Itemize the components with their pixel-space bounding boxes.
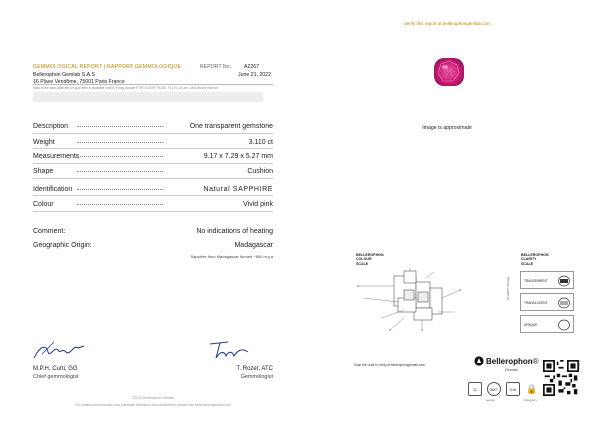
brand-sub: Gemlab: [505, 368, 518, 372]
registered-mark: ®: [532, 356, 539, 366]
signature-curti: [32, 340, 92, 362]
detail-label: Shape: [33, 168, 54, 175]
signatory-name: T. Rozet, ATC: [236, 366, 273, 372]
icon-caption: hologram: [524, 398, 537, 402]
detail-value: One transparent gemstone: [189, 123, 273, 130]
report-title: GEMMOLOGICAL REPORT | RAPPORT GEMMOLOGIQUE: [33, 64, 182, 70]
detail-value: Cushion: [247, 168, 273, 175]
row-divider: [33, 133, 273, 134]
row-divider: [33, 163, 273, 164]
gem-transparent-icon: [557, 275, 571, 287]
leader-dots: [77, 142, 163, 143]
image-note: Image is approximate: [422, 125, 472, 131]
disclaimer: For additional information and important limitations and disclaimers, please see bellerophongemlab.com: [75, 403, 231, 407]
clarity-level-translucent: [520, 293, 574, 311]
lock-secure-icon: 🔒: [526, 383, 538, 394]
detail-label: Description: [33, 123, 69, 130]
leader-dots: [77, 171, 163, 172]
brand-name: Bellerophon: [486, 356, 533, 366]
gem-translucent-icon: [557, 297, 571, 309]
scale-title-line: BELLEROPHON: [356, 253, 384, 257]
row-divider: [33, 148, 273, 149]
clarity-side-label: CLARITY SCALE: [506, 276, 510, 300]
scale-title-line: CLARITY: [521, 257, 537, 262]
scale-icon: ⚖: [468, 382, 482, 396]
fine-print: Most of the data collected on your item is available online. It may include FTIR, EDXRF, RUSS, FL370, UV-vis, LIBS and/or Raman: [33, 86, 218, 90]
verify-link[interactable]: Verify this report at bellerophongemlab.com: [404, 21, 491, 26]
gem-opaque-icon: [557, 319, 571, 331]
colour-scale-title: [356, 253, 384, 266]
signature-rozet: [206, 340, 256, 362]
gemstone-photo: [431, 55, 467, 89]
detail-label: Measurements: [33, 153, 80, 160]
row-divider: [33, 178, 273, 179]
signatory-name: M.P.H. Curti, GG: [33, 366, 78, 372]
colour-scale-diagram: [354, 268, 484, 340]
detail-value: 3.110 ct: [248, 139, 273, 146]
report-no-label: REPORT No.: [200, 64, 231, 70]
scale-title-line: COLOUR: [356, 257, 372, 262]
scan-note: Scan the code to verify at bellerophongemlab.com: [354, 363, 425, 367]
clarity-level-opaque: [520, 315, 574, 333]
header-band: [33, 92, 263, 102]
clarity-level-label: TRANSLUCENT: [524, 301, 548, 305]
report-date: June 21, 2022: [238, 72, 271, 78]
clarity-scale-panel: [520, 271, 574, 333]
row-divider: [33, 195, 273, 196]
signatory-title: Gemmologist: [240, 374, 273, 380]
scale-title-line: SCALE: [521, 261, 534, 266]
detail-value: 9.17 x 7.29 x 5.27 mm: [203, 153, 273, 160]
clarity-level-label: TRANSPARENT: [524, 279, 548, 283]
scale-title-line: SCALE: [356, 261, 369, 266]
clarity-level-label: OPAQUE: [524, 323, 538, 327]
origin-note: Sapphire from Madagascar formed ~600 m.y.a: [190, 254, 273, 259]
leader-dots: [77, 126, 163, 127]
detail-label: Weight: [33, 139, 55, 146]
brand-logo: [474, 356, 539, 366]
icon-caption: secure: [486, 398, 496, 402]
company-address: 16 Place Vendôme, 75001 Paris France: [33, 79, 125, 85]
qr-side-label: A2267: [577, 360, 581, 369]
copyright: ©2022 Bellerophon Gemlab: [132, 396, 174, 400]
detail-label: Identification: [33, 186, 73, 193]
origin-label: Geographic Origin:: [33, 242, 92, 249]
row-divider: [33, 211, 273, 212]
gia-badge-icon: GIA: [506, 382, 520, 396]
detail-value: Vivid pink: [243, 201, 273, 208]
comment-label: Comment:: [33, 228, 66, 235]
clarity-scale-title: [521, 253, 549, 266]
comment-value: No indications of heating: [196, 228, 273, 235]
leader-dots: [77, 189, 163, 190]
scale-title-line: BELLEROPHON: [521, 253, 549, 257]
view-360-icon: 360°: [487, 382, 501, 396]
detail-label: Colour: [33, 201, 54, 208]
leader-dots: [77, 156, 163, 157]
report-number: A2267: [244, 64, 260, 70]
clarity-level-transparent: [520, 271, 574, 289]
company-name: Bellerophon Gemlab S.A.S: [33, 72, 95, 78]
signatory-title: Chief gemmologist: [33, 374, 79, 380]
detail-value: Natural SAPPHIRE: [203, 186, 273, 193]
origin-value: Madagascar: [234, 242, 273, 249]
leader-dots: [77, 204, 163, 205]
bellerophon-emblem-icon: [474, 356, 484, 366]
qr-code[interactable]: [543, 360, 579, 396]
header-divider: [33, 84, 273, 85]
